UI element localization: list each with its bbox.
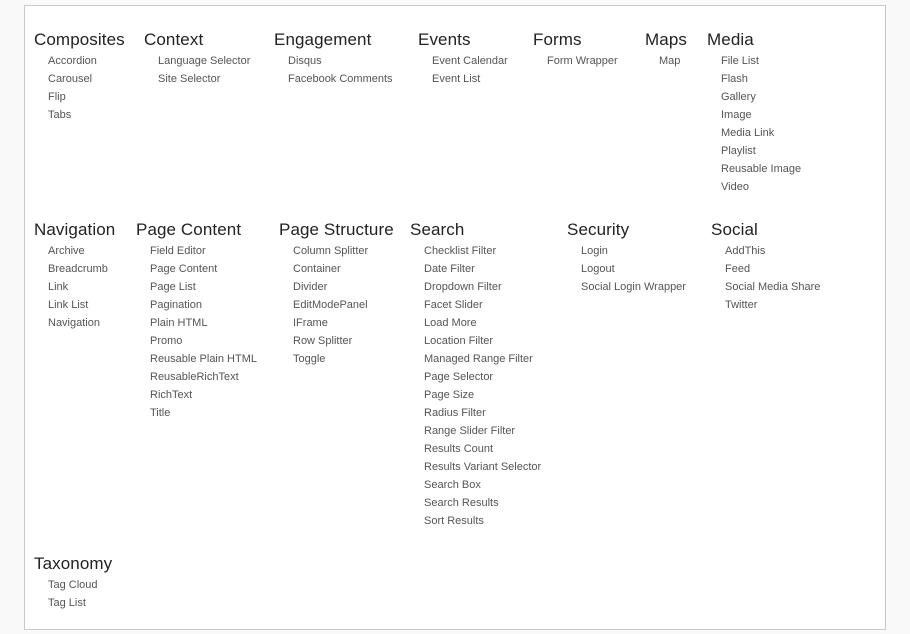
component-item-managed-range-filter[interactable]: Managed Range Filter <box>424 353 533 365</box>
component-item-facet-slider[interactable]: Facet Slider <box>424 299 483 311</box>
component-item-archive[interactable]: Archive <box>48 245 85 257</box>
group-title: Search <box>410 220 465 239</box>
component-item-pagination[interactable]: Pagination <box>150 299 202 311</box>
component-item-page-content[interactable]: Page Content <box>150 263 218 275</box>
component-item-field-editor[interactable]: Field Editor <box>150 245 206 257</box>
component-item-checklist-filter[interactable]: Checklist Filter <box>424 245 497 257</box>
component-item-reusablerichtext[interactable]: ReusableRichText <box>150 371 239 383</box>
component-item-toggle[interactable]: Toggle <box>293 353 326 365</box>
group-title: Maps <box>645 30 687 49</box>
component-item-page-selector[interactable]: Page Selector <box>424 371 494 383</box>
component-item-flip[interactable]: Flip <box>48 91 66 103</box>
component-item-search-box[interactable]: Search Box <box>424 479 481 491</box>
component-list <box>645 52 687 70</box>
component-item-load-more[interactable]: Load More <box>424 317 477 329</box>
component-group-page-structure <box>279 220 394 368</box>
component-list <box>34 576 112 612</box>
component-item-site-selector[interactable]: Site Selector <box>158 73 221 85</box>
component-item-range-slider-filter[interactable]: Range Slider Filter <box>424 425 516 437</box>
component-item-logout[interactable]: Logout <box>581 263 615 275</box>
component-item-date-filter[interactable]: Date Filter <box>424 263 475 275</box>
component-item-page-list[interactable]: Page List <box>150 281 196 293</box>
component-item-column-splitter[interactable]: Column Splitter <box>293 245 369 257</box>
component-item-container[interactable]: Container <box>293 263 341 275</box>
component-item-link[interactable]: Link <box>48 281 69 293</box>
component-item-location-filter[interactable]: Location Filter <box>424 335 494 347</box>
component-item-promo[interactable]: Promo <box>150 335 183 347</box>
component-item-media-link[interactable]: Media Link <box>721 127 775 139</box>
component-group-events <box>418 30 508 88</box>
component-list <box>418 52 508 88</box>
component-item-twitter[interactable]: Twitter <box>725 299 758 311</box>
component-item-login[interactable]: Login <box>581 245 608 257</box>
component-item-title[interactable]: Title <box>150 407 171 419</box>
component-item-dropdown-filter[interactable]: Dropdown Filter <box>424 281 502 293</box>
component-list <box>34 52 125 124</box>
component-item-social-media-share[interactable]: Social Media Share <box>725 281 821 293</box>
component-item-radius-filter[interactable]: Radius Filter <box>424 407 486 419</box>
component-group-engagement <box>274 30 393 88</box>
group-title: Engagement <box>274 30 372 49</box>
component-item-results-count[interactable]: Results Count <box>424 443 494 455</box>
component-item-richtext[interactable]: RichText <box>150 389 193 401</box>
components-panel <box>24 5 886 630</box>
component-group-social <box>711 220 820 314</box>
group-title: Taxonomy <box>34 554 113 573</box>
component-item-map[interactable]: Map <box>659 55 681 67</box>
component-item-divider[interactable]: Divider <box>293 281 328 293</box>
component-item-flash[interactable]: Flash <box>721 73 748 85</box>
component-item-form-wrapper[interactable]: Form Wrapper <box>547 55 618 67</box>
component-item-language-selector[interactable]: Language Selector <box>158 55 251 67</box>
group-title: Page Structure <box>279 220 394 239</box>
component-item-breadcrumb[interactable]: Breadcrumb <box>48 263 108 275</box>
component-item-results-variant-selector[interactable]: Results Variant Selector <box>424 461 542 473</box>
component-item-facebook-comments[interactable]: Facebook Comments <box>288 73 393 85</box>
component-item-event-list[interactable]: Event List <box>432 73 481 85</box>
component-item-accordion[interactable]: Accordion <box>48 55 97 67</box>
component-item-video[interactable]: Video <box>721 181 749 193</box>
component-item-carousel[interactable]: Carousel <box>48 73 93 85</box>
component-item-page-size[interactable]: Page Size <box>424 389 475 401</box>
component-item-social-login-wrapper[interactable]: Social Login Wrapper <box>581 281 686 293</box>
component-group-context <box>144 30 250 88</box>
component-group-maps <box>645 30 687 70</box>
group-title: Security <box>567 220 630 239</box>
component-group-security <box>567 220 686 296</box>
component-item-feed[interactable]: Feed <box>725 263 751 275</box>
component-item-editmodepanel[interactable]: EditModePanel <box>293 299 368 311</box>
component-list <box>274 52 393 88</box>
group-title: Context <box>144 30 204 49</box>
component-list <box>279 242 394 368</box>
group-title: Social <box>711 220 758 239</box>
component-item-search-results[interactable]: Search Results <box>424 497 499 509</box>
component-item-playlist[interactable]: Playlist <box>721 145 756 157</box>
component-item-navigation[interactable]: Navigation <box>48 317 100 329</box>
component-item-disqus[interactable]: Disqus <box>288 55 322 67</box>
component-group-page-content <box>136 220 257 422</box>
component-item-tag-list[interactable]: Tag List <box>48 597 86 609</box>
component-item-row-splitter[interactable]: Row Splitter <box>293 335 353 347</box>
component-group-forms <box>533 30 618 70</box>
component-item-plain-html[interactable]: Plain HTML <box>150 317 208 329</box>
group-title: Composites <box>34 30 125 49</box>
component-list <box>711 242 820 314</box>
component-item-iframe[interactable]: IFrame <box>293 317 328 329</box>
component-list <box>567 242 686 296</box>
group-title: Forms <box>533 30 582 49</box>
component-item-reusable-image[interactable]: Reusable Image <box>721 163 802 175</box>
component-group-media <box>707 30 801 196</box>
component-item-gallery[interactable]: Gallery <box>721 91 756 103</box>
component-item-reusable-plain-html[interactable]: Reusable Plain HTML <box>150 353 257 365</box>
component-item-tabs[interactable]: Tabs <box>48 109 72 121</box>
component-group-navigation <box>34 220 115 332</box>
component-group-composites <box>34 30 125 124</box>
component-group-taxonomy <box>34 554 112 612</box>
component-list <box>707 52 801 196</box>
group-title: Navigation <box>34 220 116 239</box>
group-title: Events <box>418 30 471 49</box>
component-list <box>144 52 250 88</box>
group-title: Media <box>707 30 754 49</box>
component-list <box>533 52 618 70</box>
component-item-tag-cloud[interactable]: Tag Cloud <box>48 579 98 591</box>
component-item-file-list[interactable]: File List <box>721 55 759 67</box>
component-list <box>136 242 257 422</box>
component-list <box>34 242 115 332</box>
group-title: Page Content <box>136 220 242 239</box>
component-item-link-list[interactable]: Link List <box>48 299 89 311</box>
component-item-sort-results[interactable]: Sort Results <box>424 515 484 527</box>
component-item-image[interactable]: Image <box>721 109 752 121</box>
component-group-search <box>410 220 541 530</box>
component-item-addthis[interactable]: AddThis <box>725 245 766 257</box>
component-list <box>410 242 541 530</box>
component-item-event-calendar[interactable]: Event Calendar <box>432 55 508 67</box>
